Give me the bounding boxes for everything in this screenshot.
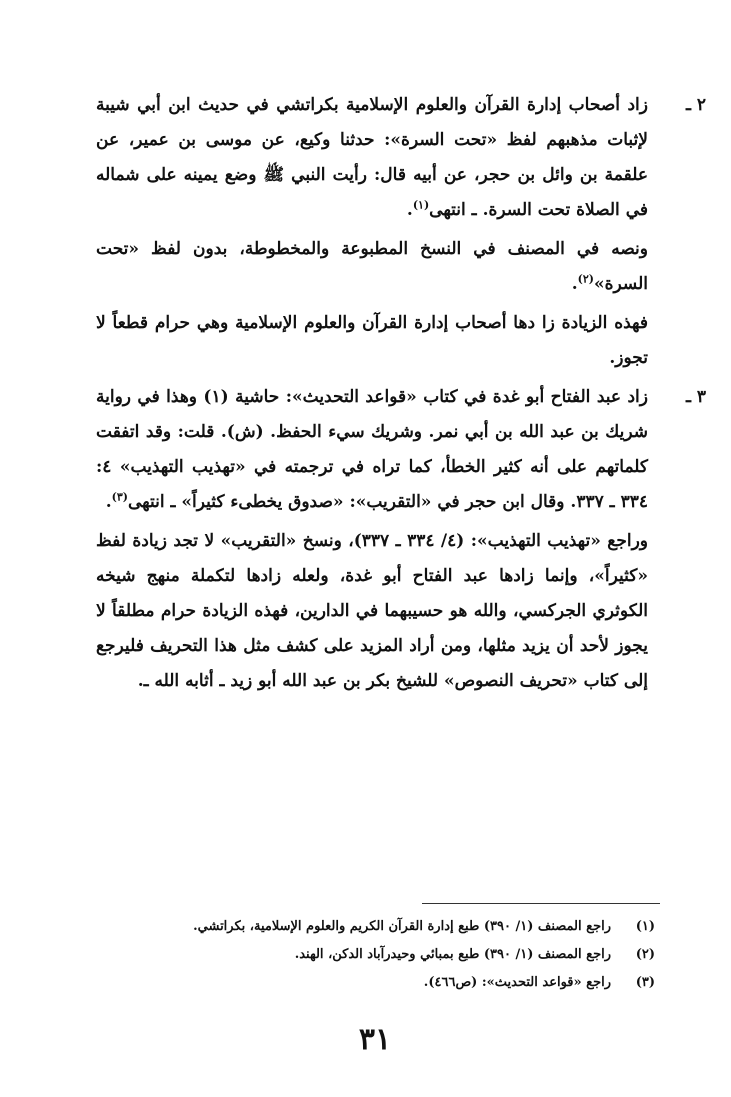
paragraph-text: ونصه في المصنف في النسخ المطبوعة والمخطوطة، بدون لفظ «تحت السرة» [96, 239, 648, 294]
page-number: ٣١ [358, 1022, 392, 1057]
paragraph-note [96, 232, 648, 302]
footnote-text: راجع «قواعد التحديث»: (ص٤٦٦). [423, 975, 611, 990]
paragraph-item-3 [96, 380, 706, 520]
paragraph-conclusion [96, 306, 648, 376]
paragraph-text: زاد أصحاب إدارة القرآن والعلوم الإسلامية بكراتشي في حديث ابن أبي شيبة لإثبات مذهبهم لفظ «تحت السرة»: حدثنا وكيع، عن موسى بن عمير، عن علقمة بن وائل بن حجر، عن أبيه قال: رأيت النبي ﷺ وضع يمينه على شماله في الصلاة تحت السرة. ـ انتهى [96, 95, 648, 220]
paragraph-text: وراجع «تهذيب التهذيب»: (٤/ ٣٣٤ ـ ٣٣٧)، ونسخ «التقريب» لا تجد زيادة لفظ «كثيراً»، وإنما زادها عبد الفتاح أبو غدة، ولعله زادها لتكملة منهج شيخه الكوثري الجركسي، والله هو حسيبهما في الدارين، فهذه الزيادة حرام مطلقاً لا يجوز لأحد أن يزيد مثلها، ومن أراد المزيد على كشف مثل هذا التحريف فليرجع إلى كتاب «تحريف النصوص» للشيخ بكر بن عبد الله أبو زيد ـ أثابه الله ـ. [96, 531, 649, 691]
paragraph-item-2 [96, 88, 706, 228]
paragraph-text: زاد عبد الفتاح أبو غدة في كتاب «قواعد التحديث»: حاشية (١) وهذا في رواية شريك بن عبد الله بن أبي نمر. وشريك سيء الحفظ. (ش). قلت: وقد اتفقت كلماتهم على أنه كثير الخطأ، كما تراه في ترجمته في «تهذيب التهذيب» ٤: ٣٣٤ ـ ٣٣٧. وقال ابن حجر في «التقريب»: «صدوق يخطىء كثيراً» ـ انتهى [96, 387, 648, 512]
main-text [96, 88, 706, 703]
paragraph-review [96, 524, 648, 699]
footnote-divider [422, 903, 660, 904]
footnote-number: (١) [635, 919, 655, 934]
paragraph-text: فهذه الزيادة زا دها أصحاب إدارة القرآن والعلوم الإسلامية وهي حرام قطعاً لا تجوز. [96, 313, 648, 368]
item-number: ٢ ـ [685, 95, 706, 115]
footnote-text: راجع المصنف (١/ ٣٩٠) طبع إدارة القرآن الكريم والعلوم الإسلامية، بكراتشي. [193, 919, 611, 934]
footnote-number: (٢) [635, 947, 655, 962]
footnote-number: (٣) [635, 975, 655, 990]
footnote-ref: (٣) [111, 490, 129, 504]
item-number: ٣ ـ [685, 387, 706, 407]
footnote-1 [180, 913, 655, 941]
footnote-ref: (١) [412, 198, 430, 212]
paragraph-tail: . [571, 274, 578, 294]
paragraph-tail: . [105, 492, 112, 512]
footnote-3 [180, 969, 655, 997]
footnote-ref: (٢) [577, 272, 595, 286]
footnotes [180, 913, 655, 997]
footnote-2 [180, 941, 655, 969]
paragraph-tail: . [406, 200, 413, 220]
footnote-text: راجع المصنف (١/ ٣٩٠) طبع بمبائي وحيدرآباد الدكن، الهند. [294, 947, 611, 962]
